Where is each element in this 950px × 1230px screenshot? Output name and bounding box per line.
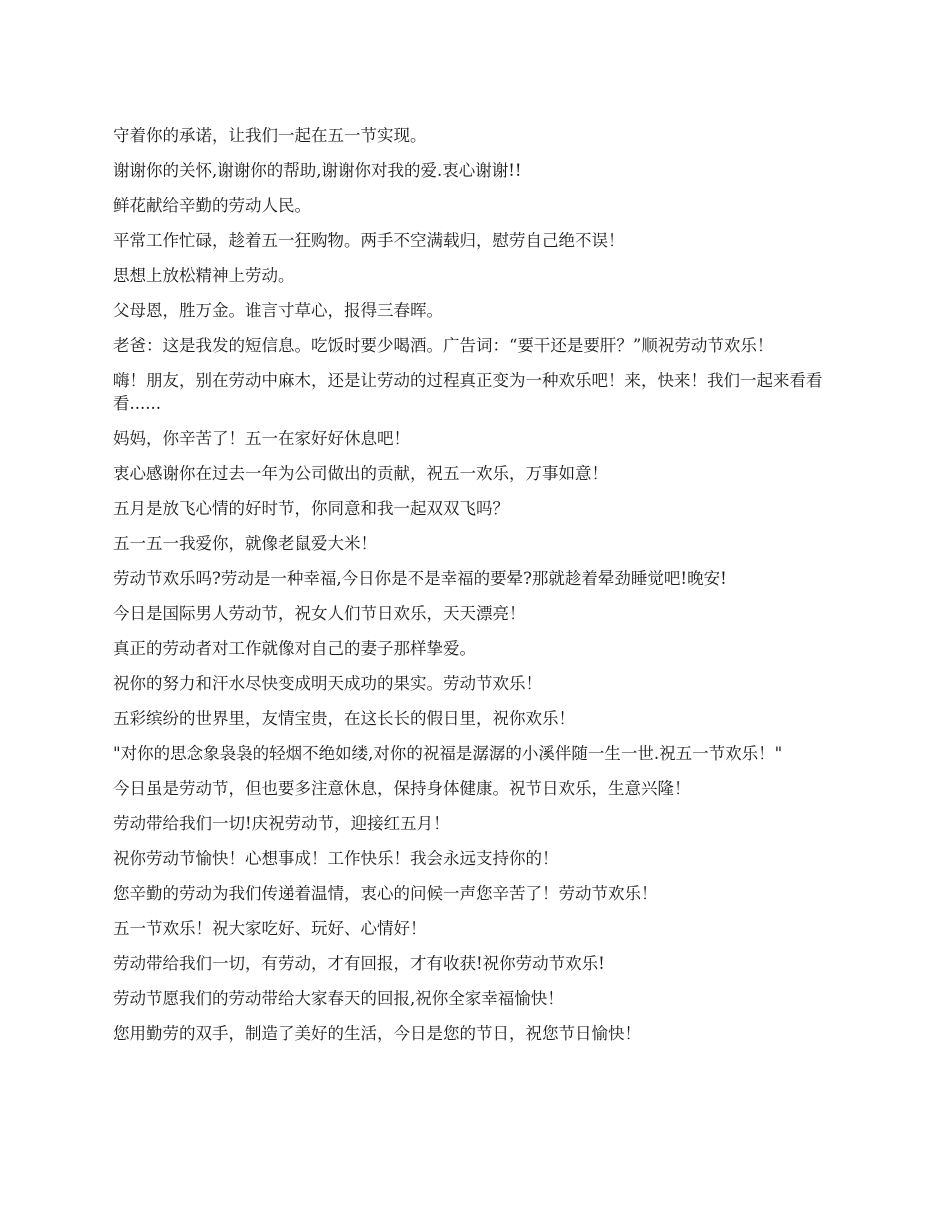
paragraph: 五一五一我爱你，就像老鼠爱大米！ <box>113 534 377 553</box>
paragraph: 劳动节愿我们的劳动带给大家春天的回报,祝你全家幸福愉快！ <box>113 989 564 1008</box>
paragraph: 今日是国际男人劳动节，祝女人们节日欢乐，天天漂亮！ <box>113 604 526 623</box>
paragraph: 父母恩，胜万金。谁言寸草心，报得三春晖。 <box>113 301 443 320</box>
paragraph: 劳动带给我们一切!庆祝劳动节，迎接红五月！ <box>113 814 450 833</box>
paragraph: "对你的思念象袅袅的轻烟不绝如缕,对你的祝福是潺潺的小溪伴随一生一世.祝五一节欢乐！" <box>113 744 783 763</box>
paragraph: 衷心感谢你在过去一年为公司做出的贡献，祝五一欢乐，万事如意！ <box>113 464 608 483</box>
paragraph: 劳动带给我们一切，有劳动，才有回报，才有收获!祝你劳动节欢乐! <box>113 954 605 973</box>
paragraph: 祝你劳动节愉快！心想事成！工作快乐！我会永远支持你的！ <box>113 849 559 868</box>
paragraph: 真正的劳动者对工作就像对自己的妻子那样挚爱。 <box>113 639 476 658</box>
paragraph: 五一节欢乐！祝大家吃好、玩好、心情好！ <box>113 919 427 938</box>
paragraph: 平常工作忙碌，趁着五一狂购物。两手不空满载归，慰劳自己绝不误！ <box>113 231 625 250</box>
paragraph: 谢谢你的关怀,谢谢你的帮助,谢谢你对我的爱.衷心谢谢!! <box>113 161 522 180</box>
paragraph: 今日虽是劳动节，但也要多注意休息，保持身体健康。祝节日欢乐，生意兴隆！ <box>113 779 691 798</box>
paragraph: 妈妈，你辛苦了！五一在家好好休息吧！ <box>113 429 410 448</box>
paragraph: 您用勤劳的双手，制造了美好的生活，今日是您的节日，祝您节日愉快！ <box>113 1024 641 1043</box>
paragraph: 劳动节欢乐吗?劳动是一种幸福,今日你是不是幸福的要晕?那就趁着晕劲睡觉吧!晚安! <box>113 569 727 588</box>
paragraph: 您辛勤的劳动为我们传递着温情，衷心的问候一声您辛苦了！劳动节欢乐！ <box>113 884 658 903</box>
paragraph: 老爸：这是我发的短信息。吃饭时要少喝酒。广告词：“要干还是要肝？”顺祝劳动节欢乐！ <box>113 336 774 355</box>
paragraph: 五彩缤纷的世界里，友情宝贵，在这长长的假日里，祝你欢乐！ <box>113 709 575 728</box>
paragraph: 祝你的努力和汗水尽快变成明天成功的果实。劳动节欢乐！ <box>113 674 542 693</box>
document-body <box>113 124 843 1057</box>
paragraph: 思想上放松精神上劳动。 <box>113 266 295 285</box>
paragraph: 嗨！朋友，别在劳动中麻木，还是让劳动的过程真正变为一种欢乐吧！来，快来！我们一起来看看看...... <box>113 371 823 413</box>
paragraph: 鲜花献给辛勤的劳动人民。 <box>113 196 311 215</box>
paragraph: 守着你的承诺，让我们一起在五一节实现。 <box>113 126 427 145</box>
paragraph: 五月是放飞心情的好时节，你同意和我一起双双飞吗？ <box>113 499 509 518</box>
